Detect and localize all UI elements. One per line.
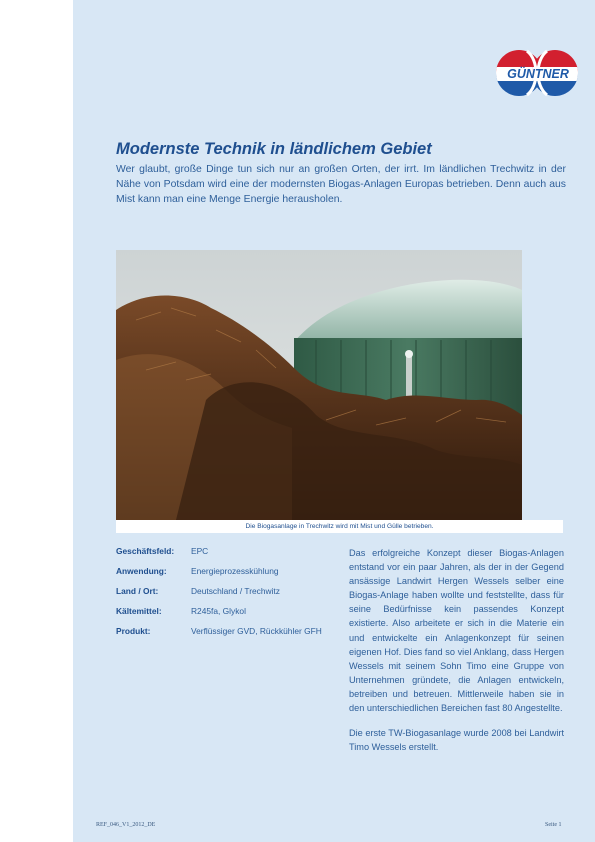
- body-paragraph-1: Das erfolgreiche Konzept dieser Biogas-Anlagen entstand vor ein paar Jahren, als der in der Gegend ansässige Landwirt Hergen Wessels selber eine Biogas-Anlage haben wollte und feststellte, dass für seine Bedürfnisse kein passendes Konzept existierte. Also arbeitete er sich in die Materie ein und entwickelte ein Anlagenkonzept für seinen eigenen Hof. Dies fand so viel Anklang, dass Hergen Wessels mit seinem Sohn Timo eine Gruppe von Unternehmen gründete, die Anlagen entwickeln, betreiben und betreuen. Mittlerweile haben sie in den unterschiedlichen Bereichen fast 80 Angestellte.: [349, 548, 564, 714]
- biogas-plant-photo: [116, 250, 522, 520]
- fact-row-business-field: [116, 546, 336, 566]
- body-text: [349, 546, 564, 765]
- intro-paragraph: Wer glaubt, große Dinge tun sich nur an großen Orten, der irrt. Im ländlichen Trechwitz in der Nähe von Potsdam wird eine der modernsten Biogas-Anlagen Europas betrieben. Denn auch aus Mist kann man eine Menge Energie herausholen.: [116, 164, 566, 205]
- fact-row-application: [116, 566, 336, 586]
- fact-label: Kältemittel:: [116, 606, 162, 616]
- fact-label: Land / Ort:: [116, 586, 159, 596]
- photo-caption: Die Biogasanlage in Trechwitz wird mit Mist und Gülle betrieben.: [116, 520, 563, 533]
- page-number: Seite 1: [545, 822, 562, 828]
- fact-row-location: [116, 586, 336, 606]
- fact-value: EPC: [191, 546, 209, 556]
- document-reference: REF_046_V1_2012_DE: [96, 822, 156, 828]
- fact-value: R245fa, Glykol: [191, 606, 246, 616]
- fact-value: Deutschland / Trechwitz: [191, 586, 280, 596]
- fact-row-refrigerant: [116, 606, 336, 626]
- fact-value: Verflüssiger GVD, Rückkühler GFH: [191, 626, 322, 636]
- fact-row-product: [116, 626, 336, 656]
- fact-label: Geschäftsfeld:: [116, 546, 175, 556]
- fact-value: Energieprozesskühlung: [191, 566, 279, 576]
- body-paragraph-2: Die erste TW-Biogasanlage wurde 2008 bei Landwirt Timo Wessels erstellt.: [349, 728, 564, 753]
- fact-label: Produkt:: [116, 626, 151, 636]
- fact-label: Anwendung:: [116, 566, 167, 576]
- left-margin-band: [0, 0, 73, 842]
- logo-wordmark: GÜNTNER: [507, 67, 569, 81]
- guentner-logo: [495, 42, 581, 104]
- page-title: Modernste Technik in ländlichem Gebiet: [116, 140, 432, 158]
- project-facts: [116, 546, 336, 656]
